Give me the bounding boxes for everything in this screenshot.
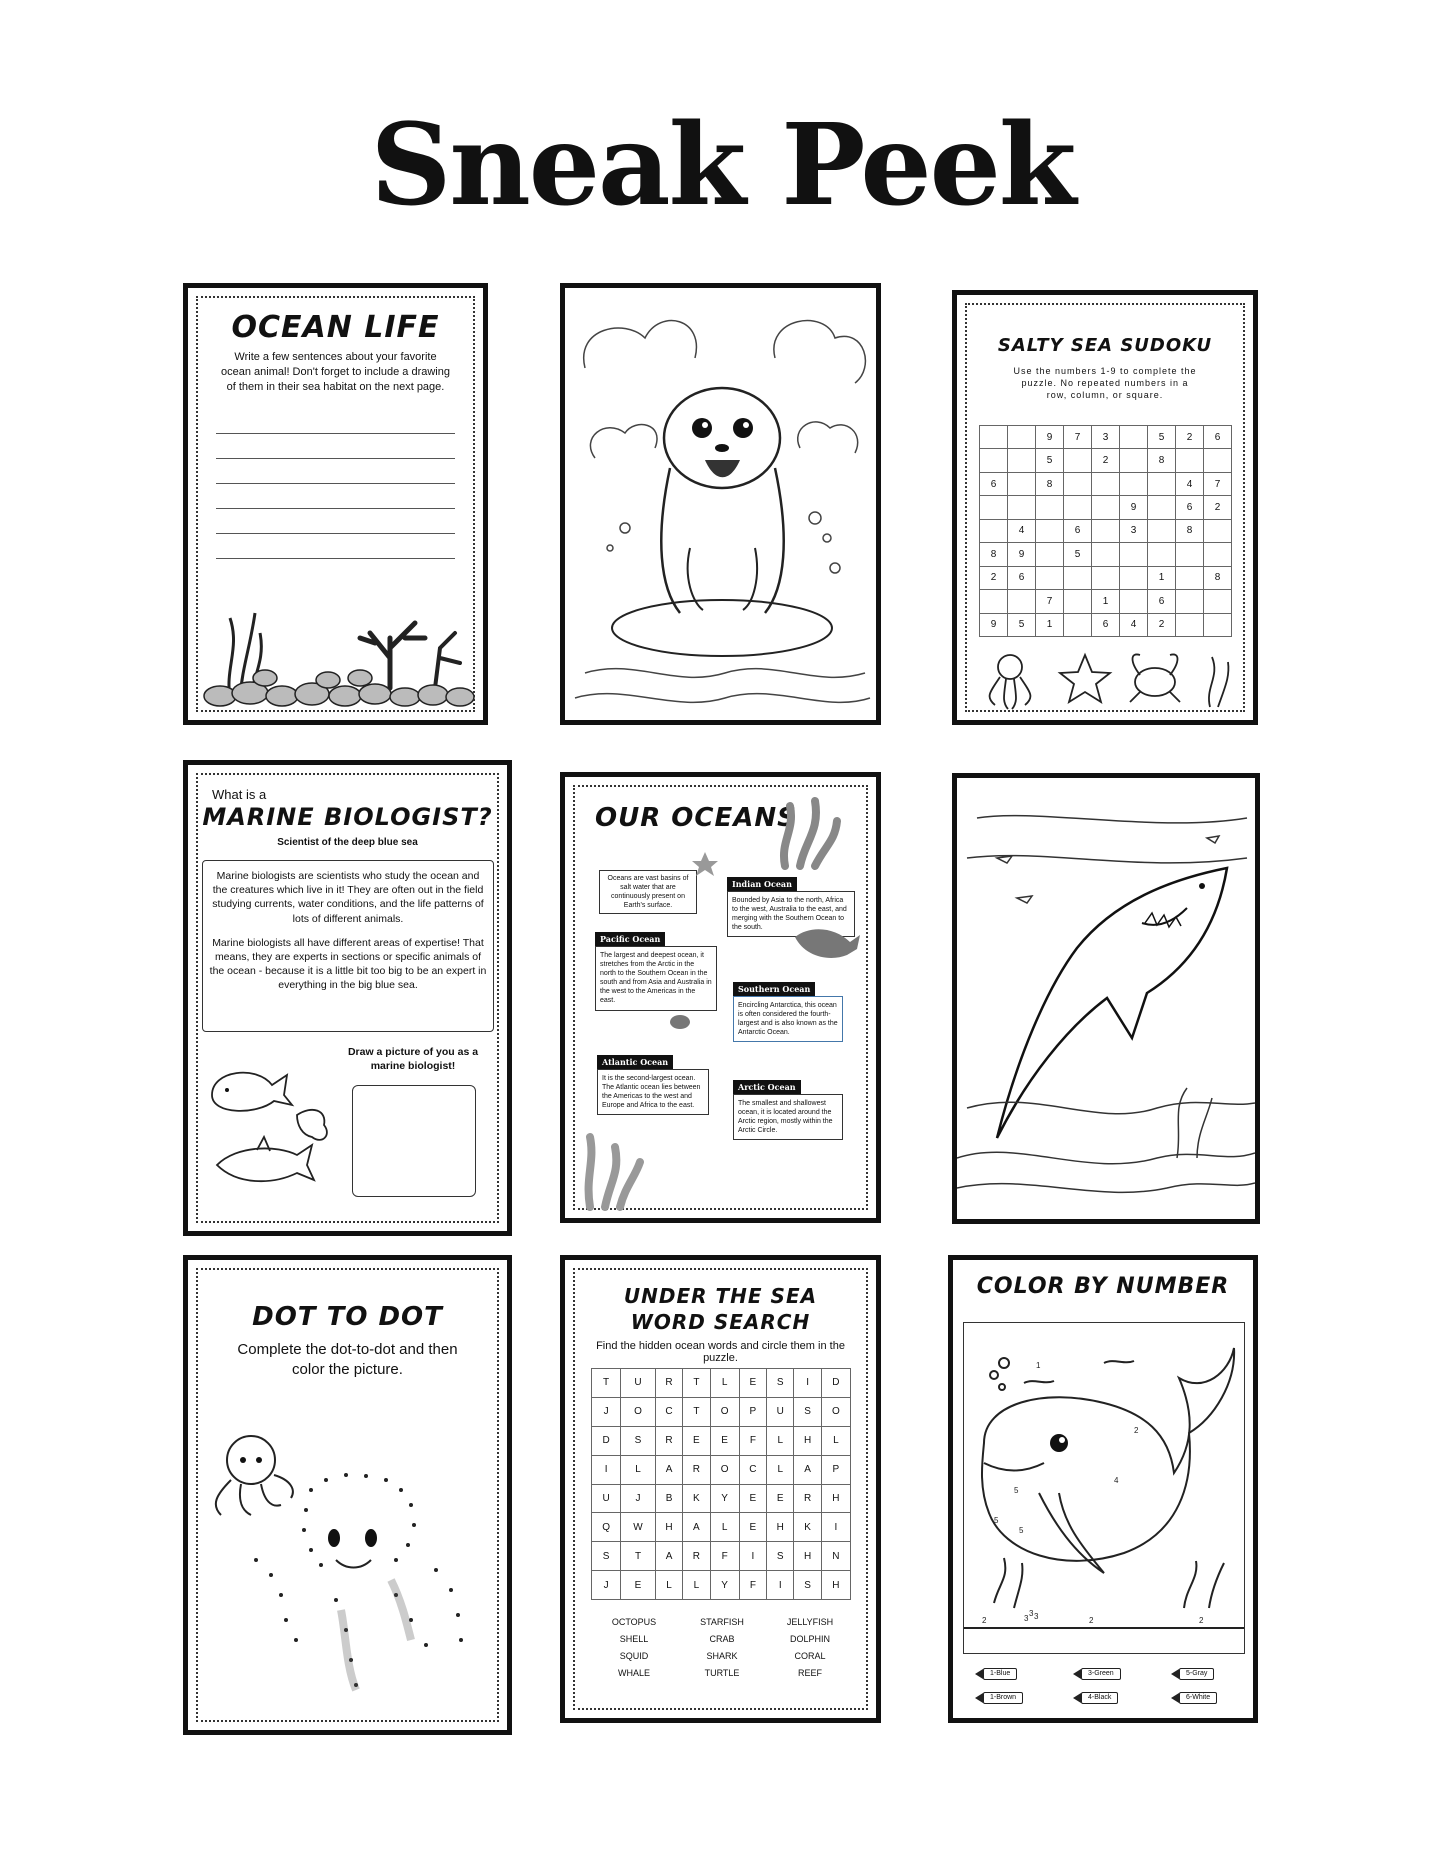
our-oceans-page	[560, 772, 881, 1223]
sudoku-cell[interactable]: 2	[1148, 613, 1176, 637]
word-search-cell[interactable]: P	[739, 1397, 766, 1426]
marine-biologist-para1: Marine biologists are scientists who study the ocean and the creatures which live in it! They are often out in the field studying currents, water conditions, and the life patterns of lots of different animals.	[212, 870, 484, 925]
sudoku-cell[interactable]: 6	[1008, 566, 1036, 589]
word-search-cell[interactable]: H	[794, 1426, 821, 1455]
word-search-cell[interactable]: S	[767, 1369, 794, 1398]
word-search-cell[interactable]: E	[739, 1513, 766, 1542]
sudoku-cell[interactable]: 2	[1092, 449, 1120, 472]
sudoku-cell[interactable]	[980, 449, 1008, 472]
word-search-cell[interactable]: L	[621, 1455, 656, 1484]
word-search-cell[interactable]: Y	[710, 1571, 739, 1600]
word-search-cell[interactable]: N	[821, 1542, 850, 1571]
word-search-cell[interactable]: L	[767, 1455, 794, 1484]
word-list-item: REEF	[797, 1668, 822, 1678]
crayon-label: 3-Green	[1081, 1668, 1121, 1680]
coral-reef-illustration	[200, 578, 480, 708]
seaweed-icon	[775, 791, 845, 871]
oceans-intro: Oceans are vast basins of salt water that are continuously present on Earth's surface.	[599, 870, 697, 914]
sudoku-cell[interactable]: 6	[1176, 496, 1204, 519]
sudoku-cell[interactable]	[1120, 566, 1148, 589]
ocean-label-southern: Southern Ocean	[733, 982, 815, 996]
sudoku-cell[interactable]: 2	[1204, 496, 1232, 519]
word-search-cell[interactable]: L	[710, 1369, 739, 1398]
whale-color-picture	[964, 1323, 1244, 1653]
sudoku-page	[952, 290, 1258, 725]
sudoku-cell[interactable]: 8	[980, 543, 1008, 566]
sudoku-cell[interactable]	[1036, 519, 1064, 542]
sudoku-cell[interactable]	[1008, 472, 1036, 495]
word-search-cell[interactable]: H	[655, 1513, 682, 1542]
word-search-cell[interactable]: S	[767, 1542, 794, 1571]
word-list-item: JELLYFISH	[786, 1617, 834, 1627]
marine-biologist-para2: Marine biologists all have different areas of expertise! That means, they are experts in sections or specific animals of the ocean - because it is a little bit too big to be an expert in everything in the big blue sea.	[209, 936, 487, 992]
crayon-icon	[975, 1693, 983, 1703]
sudoku-cell[interactable]: 9	[1120, 496, 1148, 519]
word-search-cell[interactable]: E	[621, 1571, 656, 1600]
word-search-cell[interactable]: T	[592, 1369, 621, 1398]
sudoku-cell[interactable]: 9	[1036, 426, 1064, 449]
sea-creatures-illustration	[980, 647, 1240, 712]
word-list-item: DOLPHIN	[789, 1634, 830, 1644]
word-search-cell[interactable]: I	[794, 1369, 821, 1398]
crayon-key-item	[1073, 1668, 1121, 1680]
word-search-cell[interactable]: E	[739, 1484, 766, 1513]
word-search-cell[interactable]: F	[739, 1571, 766, 1600]
shark-coloring-page	[952, 773, 1260, 1224]
sudoku-cell[interactable]	[1148, 472, 1176, 495]
sudoku-cell[interactable]	[1008, 449, 1036, 472]
sudoku-cell[interactable]: 2	[1176, 426, 1204, 449]
word-search-cell[interactable]: Y	[710, 1484, 739, 1513]
sudoku-cell[interactable]	[1204, 519, 1232, 542]
sudoku-cell[interactable]	[1120, 590, 1148, 613]
sudoku-cell[interactable]	[1008, 426, 1036, 449]
sudoku-cell[interactable]: 6	[1092, 613, 1120, 637]
sudoku-cell[interactable]: 4	[1176, 472, 1204, 495]
marine-biologist-page	[183, 760, 512, 1236]
sudoku-cell[interactable]	[1008, 590, 1036, 613]
word-search-cell[interactable]: A	[794, 1455, 821, 1484]
sudoku-cell[interactable]: 9	[1008, 543, 1036, 566]
word-search-page	[560, 1255, 881, 1723]
sudoku-cell[interactable]: 3	[1092, 426, 1120, 449]
crayon-key-item	[1073, 1692, 1118, 1704]
word-list-item: SHELL	[619, 1634, 649, 1644]
region-number: 3	[1024, 1614, 1029, 1623]
sudoku-cell[interactable]: 4	[1008, 519, 1036, 542]
word-search-instructions: Find the hidden ocean words and circle them in the puzzle.	[596, 1340, 845, 1365]
region-number: 4	[1114, 1476, 1119, 1485]
sudoku-cell[interactable]: 4	[1120, 613, 1148, 637]
dot-to-dot-instructions: Complete the dot-to-dot and then color the picture.	[237, 1341, 458, 1379]
crayon-icon	[1073, 1693, 1081, 1703]
word-search-cell[interactable]: H	[821, 1484, 850, 1513]
word-search-cell[interactable]: E	[739, 1369, 766, 1398]
word-list-item: SQUID	[619, 1651, 649, 1661]
word-search-cell[interactable]: P	[821, 1455, 850, 1484]
ocean-text-indian: Bounded by Asia to the north, Africa to the west, Australia to the east, and merging with the Southern Ocean to the south.	[727, 891, 855, 937]
sudoku-cell[interactable]: 1	[1148, 566, 1176, 589]
sudoku-cell[interactable]	[1204, 613, 1232, 637]
word-search-cell[interactable]: T	[621, 1542, 656, 1571]
ocean-label-indian: Indian Ocean	[727, 877, 797, 891]
crayon-key-item	[1171, 1692, 1217, 1704]
word-search-cell[interactable]: Q	[592, 1513, 621, 1542]
word-search-cell[interactable]: O	[710, 1397, 739, 1426]
word-search-cell[interactable]: I	[821, 1513, 850, 1542]
word-search-cell[interactable]: R	[683, 1455, 710, 1484]
sudoku-cell[interactable]	[1064, 472, 1092, 495]
page-title: Sneak Peek	[370, 100, 1075, 231]
word-list-item: STARFISH	[700, 1617, 744, 1627]
word-search-cell[interactable]: R	[683, 1542, 710, 1571]
sudoku-cell[interactable]: 5	[1008, 613, 1036, 637]
region-number: 5	[994, 1516, 999, 1525]
color-by-number-picture-frame	[963, 1322, 1245, 1654]
word-search-cell[interactable]: T	[683, 1397, 710, 1426]
word-search-cell[interactable]: K	[794, 1513, 821, 1542]
word-search-cell[interactable]: L	[683, 1571, 710, 1600]
sudoku-cell[interactable]	[980, 519, 1008, 542]
crayon-key-item	[975, 1692, 1023, 1704]
word-search-cell[interactable]: A	[655, 1455, 682, 1484]
sudoku-cell[interactable]	[1120, 449, 1148, 472]
dot-to-dot-title: DOT TO DOT	[252, 1302, 443, 1332]
word-search-cell[interactable]: S	[592, 1542, 621, 1571]
crayon-label: 1-Blue	[983, 1668, 1017, 1680]
word-search-cell[interactable]: I	[739, 1542, 766, 1571]
sudoku-cell[interactable]	[1148, 519, 1176, 542]
word-search-cell[interactable]: J	[592, 1571, 621, 1600]
word-search-cell[interactable]: R	[794, 1484, 821, 1513]
word-search-title-line2: WORD SEARCH	[630, 1310, 811, 1334]
region-number: 1	[1036, 1361, 1041, 1370]
sudoku-cell[interactable]	[1064, 613, 1092, 637]
sudoku-cell[interactable]: 7	[1036, 590, 1064, 613]
sudoku-cell[interactable]	[1204, 543, 1232, 566]
sudoku-cell[interactable]: 3	[1120, 519, 1148, 542]
word-search-cell[interactable]: B	[655, 1484, 682, 1513]
word-list-item: WHALE	[617, 1668, 650, 1678]
sudoku-cell[interactable]: 8	[1036, 472, 1064, 495]
word-search-cell[interactable]: H	[767, 1513, 794, 1542]
sudoku-instructions: Use the numbers 1-9 to complete the puzzle. No repeated numbers in a row, column, or square.	[1013, 366, 1197, 401]
whale-ray-shark-illustration	[202, 1045, 342, 1205]
sudoku-cell[interactable]: 9	[980, 613, 1008, 637]
sudoku-cell[interactable]	[1148, 543, 1176, 566]
sudoku-cell[interactable]: 7	[1204, 472, 1232, 495]
sudoku-cell[interactable]	[1064, 496, 1092, 519]
sudoku-cell[interactable]: 8	[1204, 566, 1232, 589]
crayon-key-item	[975, 1668, 1017, 1680]
sudoku-cell[interactable]	[1204, 449, 1232, 472]
word-list-item: CORAL	[794, 1651, 826, 1661]
word-list-item: SHARK	[706, 1651, 738, 1661]
sudoku-cell[interactable]	[1036, 566, 1064, 589]
word-search-cell[interactable]: S	[794, 1397, 821, 1426]
our-oceans-title: OUR OCEANS	[595, 803, 797, 833]
sudoku-cell[interactable]: 1	[1092, 590, 1120, 613]
sudoku-cell[interactable]: 6	[1204, 426, 1232, 449]
word-list-item: CRAB	[709, 1634, 735, 1644]
color-by-number-page	[948, 1255, 1258, 1723]
ocean-text-arctic: The smallest and shallowest ocean, it is located around the Arctic region, mostly within the Arctic Circle.	[733, 1094, 843, 1140]
sudoku-cell[interactable]	[980, 590, 1008, 613]
region-number: 2	[1199, 1616, 1204, 1625]
word-search-cell[interactable]: D	[821, 1369, 850, 1398]
sudoku-cell[interactable]	[1092, 543, 1120, 566]
ocean-text-pacific: The largest and deepest ocean, it stretches from the Arctic in the north to the Southern Ocean in the south and from Asia and Australia in the west to the Americas in the east.	[595, 946, 717, 1011]
word-search-cell[interactable]: L	[655, 1571, 682, 1600]
sudoku-cell[interactable]: 5	[1036, 449, 1064, 472]
ocean-text-southern: Encircling Antarctica, this ocean is often considered the fourth-largest and is also known as the Antarctic Ocean.	[733, 996, 843, 1042]
region-number: 5	[1014, 1486, 1019, 1495]
shark-illustration	[957, 778, 1255, 1219]
sudoku-cell[interactable]	[1064, 566, 1092, 589]
sudoku-cell[interactable]	[1092, 519, 1120, 542]
sudoku-cell[interactable]	[1176, 566, 1204, 589]
word-search-cell[interactable]: K	[683, 1484, 710, 1513]
word-search-cell[interactable]: I	[767, 1571, 794, 1600]
word-search-cell[interactable]: E	[767, 1484, 794, 1513]
seal-illustration	[565, 288, 876, 720]
sudoku-cell[interactable]: 1	[1036, 613, 1064, 637]
ocean-life-title: OCEAN LIFE	[231, 310, 440, 345]
sudoku-cell[interactable]: 2	[980, 566, 1008, 589]
sudoku-cell[interactable]: 6	[1064, 519, 1092, 542]
word-search-cell[interactable]: L	[767, 1426, 794, 1455]
crayon-icon	[1171, 1669, 1179, 1679]
sudoku-cell[interactable]	[1120, 472, 1148, 495]
sudoku-cell[interactable]	[1120, 543, 1148, 566]
sudoku-cell[interactable]: 6	[980, 472, 1008, 495]
word-search-cell[interactable]: A	[655, 1542, 682, 1571]
word-search-cell[interactable]: A	[683, 1513, 710, 1542]
word-search-cell[interactable]: L	[821, 1426, 850, 1455]
drawing-box[interactable]	[352, 1085, 476, 1197]
region-number: 3	[1029, 1609, 1034, 1618]
word-list-item: OCTOPUS	[611, 1617, 657, 1627]
sudoku-cell[interactable]	[980, 496, 1008, 519]
crayon-label: 5-Gray	[1179, 1668, 1214, 1680]
draw-prompt: Draw a picture of you as a marine biologist!	[347, 1046, 479, 1073]
crayon-label: 4-Black	[1081, 1692, 1118, 1704]
word-search-cell[interactable]: T	[683, 1369, 710, 1398]
word-search-cell[interactable]: U	[621, 1369, 656, 1398]
word-search-cell[interactable]: J	[592, 1397, 621, 1426]
word-search-cell[interactable]: C	[655, 1397, 682, 1426]
ocean-label-atlantic: Atlantic Ocean	[597, 1055, 673, 1069]
word-search-title-line1: UNDER THE SEA	[623, 1284, 818, 1308]
word-search-cell[interactable]: D	[592, 1426, 621, 1455]
sudoku-cell[interactable]	[1176, 590, 1204, 613]
sudoku-cell[interactable]	[1148, 496, 1176, 519]
word-search-cell[interactable]: F	[710, 1542, 739, 1571]
sudoku-cell[interactable]: 8	[1176, 519, 1204, 542]
sudoku-grid	[979, 425, 1232, 637]
word-search-cell[interactable]: E	[683, 1426, 710, 1455]
word-search-cell[interactable]: S	[621, 1426, 656, 1455]
seal-coloring-page	[560, 283, 881, 725]
crayon-key-item	[1171, 1668, 1214, 1680]
word-search-cell[interactable]: C	[739, 1455, 766, 1484]
sudoku-cell[interactable]	[1092, 496, 1120, 519]
word-search-cell[interactable]: F	[739, 1426, 766, 1455]
word-list-item: TURTLE	[704, 1668, 740, 1678]
word-search-cell[interactable]: S	[794, 1571, 821, 1600]
word-search-cell[interactable]: U	[767, 1397, 794, 1426]
word-search-cell[interactable]: O	[621, 1397, 656, 1426]
crayon-icon	[975, 1669, 983, 1679]
word-search-cell[interactable]: R	[655, 1369, 682, 1398]
sudoku-title: SALTY SEA SUDOKU	[997, 335, 1213, 356]
word-search-cell[interactable]: O	[710, 1455, 739, 1484]
ocean-label-arctic: Arctic Ocean	[733, 1080, 801, 1094]
region-number: 2	[1134, 1426, 1139, 1435]
region-number: 5	[1019, 1526, 1024, 1535]
sudoku-cell[interactable]	[980, 426, 1008, 449]
sudoku-cell[interactable]	[1176, 613, 1204, 637]
word-search-cell[interactable]: L	[710, 1513, 739, 1542]
region-number: 3	[1034, 1612, 1039, 1621]
sudoku-cell[interactable]	[1120, 426, 1148, 449]
sudoku-cell[interactable]	[1176, 543, 1204, 566]
sudoku-cell[interactable]	[1008, 496, 1036, 519]
crayon-icon	[1073, 1669, 1081, 1679]
sudoku-cell[interactable]: 5	[1064, 543, 1092, 566]
dot-to-dot-page	[183, 1255, 512, 1735]
word-search-grid	[591, 1368, 851, 1600]
ocean-life-page	[183, 283, 488, 725]
ocean-life-instructions: Write a few sentences about your favorite ocean animal! Don't forget to include a drawing of them in their sea habitat on the next page.	[221, 351, 450, 393]
word-search-cell[interactable]: W	[621, 1513, 656, 1542]
marine-biologist-info-box	[202, 860, 494, 1032]
sudoku-cell[interactable]	[1092, 566, 1120, 589]
word-search-cell[interactable]: U	[592, 1484, 621, 1513]
sudoku-cell[interactable]	[1176, 449, 1204, 472]
crayon-label: 6-White	[1179, 1692, 1217, 1704]
marine-biologist-kicker: What is a	[212, 787, 267, 802]
sudoku-cell[interactable]: 5	[1148, 426, 1176, 449]
sudoku-cell[interactable]: 7	[1064, 426, 1092, 449]
marine-biologist-subtitle: Scientist of the deep blue sea	[277, 837, 418, 848]
color-by-number-title: COLOR BY NUMBER	[976, 1274, 1230, 1299]
sudoku-cell[interactable]	[1092, 472, 1120, 495]
sudoku-cell[interactable]: 8	[1148, 449, 1176, 472]
marine-biologist-title: MARINE BIOLOGIST?	[202, 803, 493, 831]
sudoku-cell[interactable]	[1064, 449, 1092, 472]
sudoku-cell[interactable]: 6	[1148, 590, 1176, 613]
ocean-label-pacific: Pacific Ocean	[595, 932, 665, 946]
sudoku-cell[interactable]	[1036, 543, 1064, 566]
word-search-cell[interactable]: J	[621, 1484, 656, 1513]
region-number: 2	[982, 1616, 987, 1625]
crayon-icon	[1171, 1693, 1179, 1703]
word-search-cell[interactable]: H	[794, 1542, 821, 1571]
sudoku-cell[interactable]	[1204, 590, 1232, 613]
octopus-dot-puzzle	[196, 1420, 506, 1720]
word-search-cell[interactable]: E	[710, 1426, 739, 1455]
word-search-cell[interactable]: R	[655, 1426, 682, 1455]
ocean-text-atlantic: It is the second-largest ocean. The Atlantic ocean lies between the Americas to the west and Europe and Africa to the east.	[597, 1069, 709, 1115]
crayon-label: 1-Brown	[983, 1692, 1023, 1704]
region-number: 2	[1089, 1616, 1094, 1625]
sudoku-cell[interactable]	[1036, 496, 1064, 519]
word-search-cell[interactable]: H	[821, 1571, 850, 1600]
word-search-cell[interactable]: I	[592, 1455, 621, 1484]
sudoku-cell[interactable]	[1064, 590, 1092, 613]
word-search-cell[interactable]: O	[821, 1397, 850, 1426]
